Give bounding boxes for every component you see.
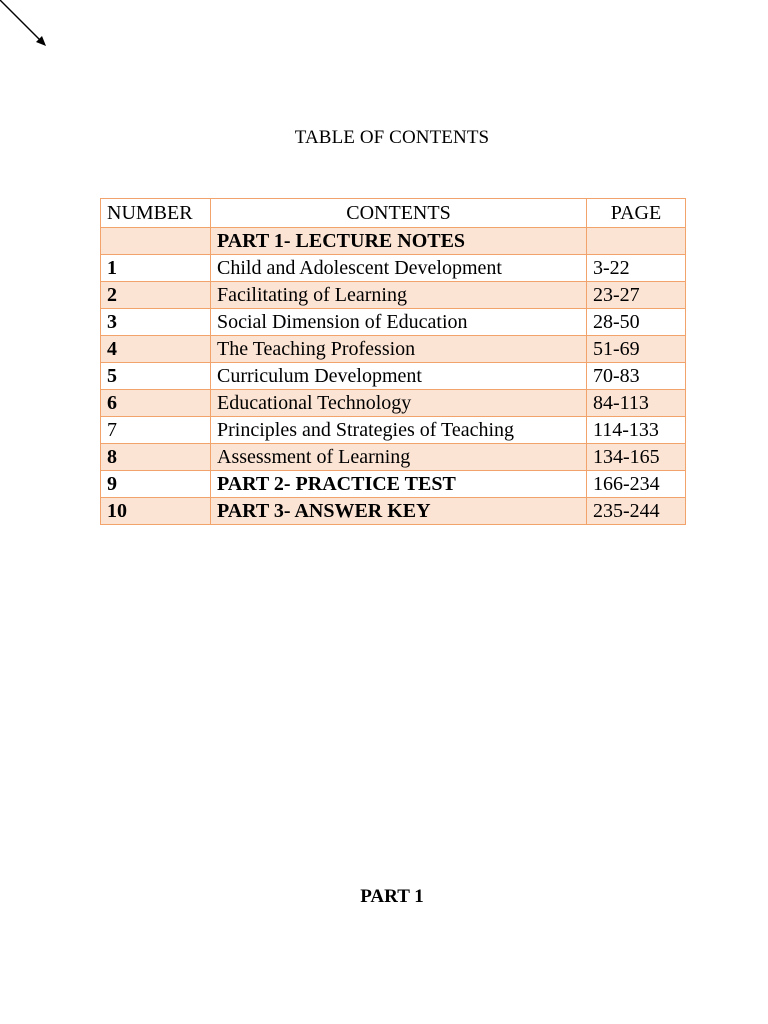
row-number: 9 [101,471,211,498]
row-number: 1 [101,255,211,282]
part-heading: PART 1 [360,886,424,907]
row-contents: PART 2- PRACTICE TEST [211,471,587,498]
row-contents: Child and Adolescent Development [211,255,587,282]
row-number: 7 [101,417,211,444]
row-contents: Educational Technology [211,390,587,417]
table-row [101,471,686,498]
row-contents: The Teaching Profession [211,336,587,363]
row-page: 84-113 [587,390,686,417]
row-number: 10 [101,498,211,525]
row-page: 114-133 [587,417,686,444]
table-of-contents [100,198,686,525]
row-contents: Assessment of Learning [211,444,587,471]
row-page: 28-50 [587,309,686,336]
row-page: 51-69 [587,336,686,363]
table-row [101,390,686,417]
row-number: 4 [101,336,211,363]
row-number: 8 [101,444,211,471]
header-page: PAGE [587,199,686,228]
table-header-row [101,199,686,228]
table-row [101,255,686,282]
table-row [101,417,686,444]
row-page: 23-27 [587,282,686,309]
row-page [587,228,686,255]
row-contents: PART 1- LECTURE NOTES [211,228,587,255]
row-contents: Principles and Strategies of Teaching [211,417,587,444]
header-number: NUMBER [101,199,211,228]
arrow-icon [0,0,52,52]
row-number: 3 [101,309,211,336]
row-page: 3-22 [587,255,686,282]
page-title: TABLE OF CONTENTS [294,127,490,148]
row-page: 134-165 [587,444,686,471]
table-row [101,282,686,309]
table-row [101,336,686,363]
row-contents: Social Dimension of Education [211,309,587,336]
table-row [101,363,686,390]
table-row [101,309,686,336]
row-number: 6 [101,390,211,417]
table-row [101,498,686,525]
row-number: 2 [101,282,211,309]
row-contents: Facilitating of Learning [211,282,587,309]
row-contents: Curriculum Development [211,363,587,390]
row-page: 166-234 [587,471,686,498]
row-page: 70-83 [587,363,686,390]
table-row [101,444,686,471]
row-page: 235-244 [587,498,686,525]
row-contents: PART 3- ANSWER KEY [211,498,587,525]
table-row [101,228,686,255]
header-contents: CONTENTS [211,199,587,228]
row-number: 5 [101,363,211,390]
row-number [101,228,211,255]
